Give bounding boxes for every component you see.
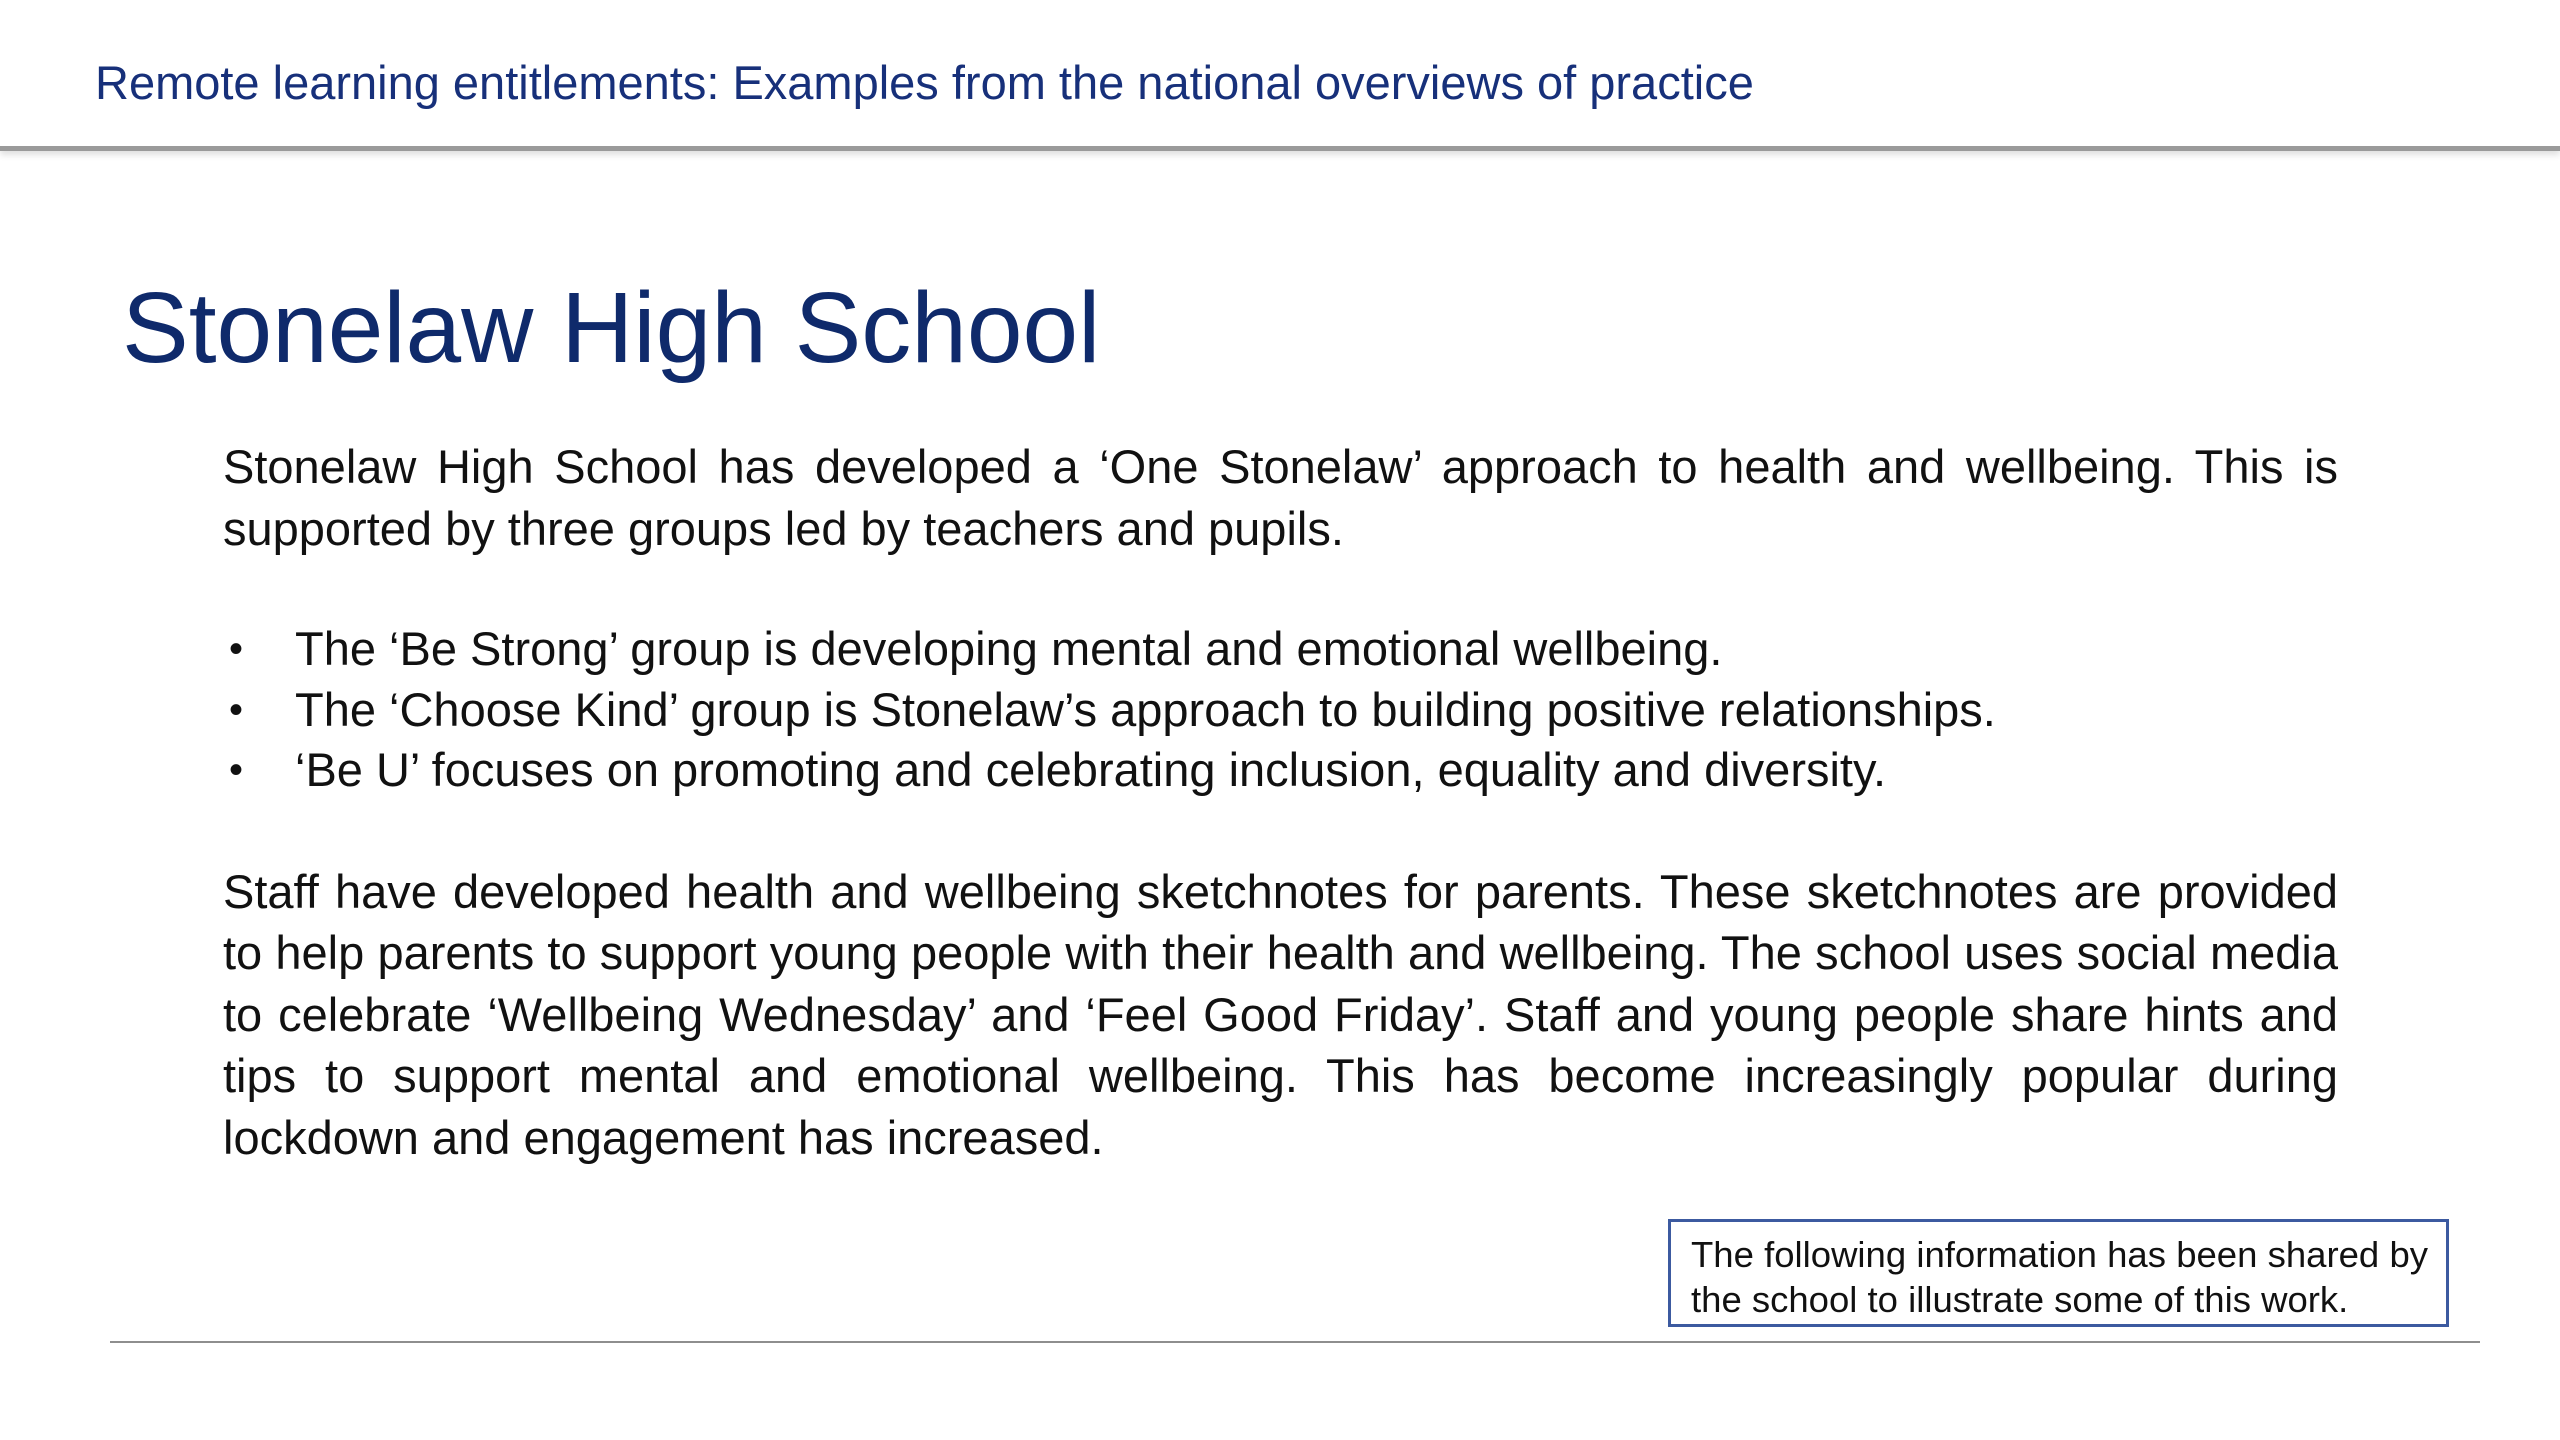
header-bar: [0, 0, 2560, 151]
intro-paragraph: Stonelaw High School has developed a ‘One Stonelaw’ approach to health and wellbeing. This is supported by three groups led by teachers and pupils.: [223, 440, 2338, 555]
header-title: Remote learning entitlements: Examples from the national overviews of practice: [95, 56, 1754, 109]
page-title: Stonelaw High School: [122, 272, 1101, 384]
bullet-icon: •: [229, 627, 244, 671]
list-item: [223, 619, 2338, 680]
body-paragraph: Staff have developed health and wellbeing sketchnotes for parents. These sketchnotes are provided to help parents to support young people with their health and wellbeing. The school uses social media to celebrate ‘Wellbeing Wednesday’ and ‘Feel Good Friday’. Staff and young people share hints and tips to support mental and emotional wellbeing. This has become increasingly popular during lockdown and engagement has increased.: [223, 864, 2338, 1164]
list-item: [223, 740, 2338, 801]
list-item: [223, 680, 2338, 741]
list-item-text: ‘Be U’ focuses on promoting and celebrating inclusion, equality and diversity.: [295, 743, 1887, 796]
bullet-icon: •: [229, 748, 244, 792]
list-item-text: The ‘Choose Kind’ group is Stonelaw’s approach to building positive relationships.: [295, 682, 1996, 736]
bullet-icon: •: [229, 687, 244, 732]
main-content: [223, 436, 2338, 1168]
list-item-text: The ‘Be Strong’ group is developing mental and emotional wellbeing.: [295, 622, 1723, 675]
bullet-list: [223, 619, 2338, 801]
info-note-box: The following information has been shared by the school to illustrate some of this work.: [1668, 1219, 2449, 1327]
bottom-divider: [110, 1341, 2480, 1343]
